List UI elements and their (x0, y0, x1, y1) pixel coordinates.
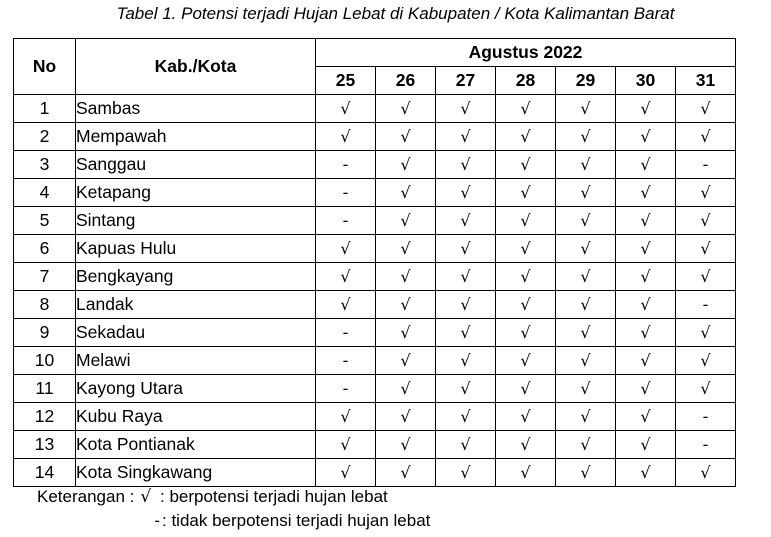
potential-mark: √ (496, 459, 556, 487)
rain-potential-table (13, 38, 736, 487)
potential-mark: √ (436, 347, 496, 375)
legend-dash-symbol: - (154, 511, 160, 530)
table-row (14, 375, 736, 403)
potential-mark: √ (616, 291, 676, 319)
row-number: 7 (14, 263, 76, 291)
potential-mark: √ (616, 319, 676, 347)
header-day: 25 (316, 67, 376, 95)
header-day: 28 (496, 67, 556, 95)
row-number: 10 (14, 347, 76, 375)
potential-mark: √ (556, 95, 616, 123)
potential-mark: √ (556, 207, 616, 235)
potential-mark: √ (496, 375, 556, 403)
potential-mark: √ (556, 263, 616, 291)
potential-mark: √ (676, 375, 736, 403)
table-row (14, 319, 736, 347)
potential-mark: √ (616, 375, 676, 403)
legend-check-symbol: √ (140, 487, 152, 507)
potential-mark: √ (316, 235, 376, 263)
potential-mark: √ (496, 95, 556, 123)
potential-mark: √ (436, 319, 496, 347)
potential-mark: √ (616, 431, 676, 459)
header-day: 29 (556, 67, 616, 95)
potential-mark: - (676, 431, 736, 459)
potential-mark: √ (616, 403, 676, 431)
potential-mark: √ (376, 235, 436, 263)
row-number: 9 (14, 319, 76, 347)
potential-mark: √ (556, 151, 616, 179)
potential-mark: √ (316, 263, 376, 291)
region-name: Bengkayang (76, 263, 316, 291)
potential-mark: √ (436, 207, 496, 235)
potential-mark: √ (316, 459, 376, 487)
header-day: 26 (376, 67, 436, 95)
legend-check-desc: : berpotensi terjadi hujan lebat (160, 487, 388, 506)
row-number: 3 (14, 151, 76, 179)
potential-mark: √ (676, 207, 736, 235)
potential-mark: √ (556, 459, 616, 487)
potential-mark: √ (376, 375, 436, 403)
potential-mark: √ (676, 123, 736, 151)
legend-title: Keterangan : (37, 487, 135, 506)
potential-mark: √ (676, 319, 736, 347)
potential-mark: √ (616, 207, 676, 235)
potential-mark: √ (676, 459, 736, 487)
region-name: Sambas (76, 95, 316, 123)
potential-mark: √ (496, 151, 556, 179)
potential-mark: √ (496, 291, 556, 319)
potential-mark: - (676, 403, 736, 431)
potential-mark: √ (616, 95, 676, 123)
header-no: No (14, 39, 76, 95)
header-day: 31 (676, 67, 736, 95)
potential-mark: √ (496, 403, 556, 431)
table-row (14, 263, 736, 291)
potential-mark: √ (376, 319, 436, 347)
potential-mark: √ (496, 431, 556, 459)
row-number: 4 (14, 179, 76, 207)
potential-mark: - (316, 151, 376, 179)
potential-mark: √ (376, 123, 436, 151)
region-name: Kapuas Hulu (76, 235, 316, 263)
potential-mark: √ (676, 347, 736, 375)
potential-mark: √ (616, 459, 676, 487)
potential-mark: √ (436, 179, 496, 207)
potential-mark: √ (436, 235, 496, 263)
potential-mark: - (316, 347, 376, 375)
region-name: Melawi (76, 347, 316, 375)
potential-mark: √ (316, 431, 376, 459)
potential-mark: √ (376, 431, 436, 459)
table-row (14, 151, 736, 179)
region-name: Landak (76, 291, 316, 319)
potential-mark: √ (376, 291, 436, 319)
header-month: Agustus 2022 (316, 39, 736, 67)
legend (37, 485, 430, 533)
legend-row-check (37, 485, 430, 509)
potential-mark: √ (496, 179, 556, 207)
potential-mark: √ (316, 291, 376, 319)
table-row (14, 403, 736, 431)
potential-mark: √ (616, 123, 676, 151)
row-number: 13 (14, 431, 76, 459)
potential-mark: √ (376, 403, 436, 431)
legend-dash-desc: : tidak berpotensi terjadi hujan lebat (162, 511, 431, 530)
potential-mark: √ (436, 151, 496, 179)
potential-mark: √ (436, 375, 496, 403)
potential-mark: √ (376, 179, 436, 207)
potential-mark: √ (496, 207, 556, 235)
row-number: 2 (14, 123, 76, 151)
potential-mark: √ (376, 95, 436, 123)
potential-mark: √ (496, 347, 556, 375)
potential-mark: √ (556, 431, 616, 459)
potential-mark: √ (556, 403, 616, 431)
potential-mark: √ (676, 235, 736, 263)
potential-mark: √ (316, 95, 376, 123)
potential-mark: √ (556, 123, 616, 151)
potential-mark: √ (556, 347, 616, 375)
region-name: Ketapang (76, 179, 316, 207)
potential-mark: √ (316, 123, 376, 151)
potential-mark: √ (616, 263, 676, 291)
potential-mark: - (316, 207, 376, 235)
row-number: 12 (14, 403, 76, 431)
potential-mark: √ (436, 95, 496, 123)
potential-mark: √ (616, 179, 676, 207)
table-row (14, 235, 736, 263)
potential-mark: √ (556, 179, 616, 207)
potential-mark: √ (556, 375, 616, 403)
row-number: 5 (14, 207, 76, 235)
header-day: 27 (436, 67, 496, 95)
potential-mark: √ (376, 151, 436, 179)
table-row (14, 459, 736, 487)
potential-mark: √ (496, 319, 556, 347)
potential-mark: √ (676, 95, 736, 123)
table-row (14, 347, 736, 375)
potential-mark: √ (376, 263, 436, 291)
potential-mark: √ (376, 207, 436, 235)
row-number: 14 (14, 459, 76, 487)
table-row (14, 291, 736, 319)
potential-mark: √ (436, 263, 496, 291)
header-kab-kota: Kab./Kota (76, 39, 316, 95)
table-row (14, 207, 736, 235)
potential-mark: √ (436, 123, 496, 151)
potential-mark: - (676, 151, 736, 179)
potential-mark: √ (616, 347, 676, 375)
region-name: Kota Pontianak (76, 431, 316, 459)
potential-mark: √ (676, 263, 736, 291)
table-row (14, 179, 736, 207)
table-body (14, 95, 736, 487)
potential-mark: √ (376, 347, 436, 375)
potential-mark: - (676, 291, 736, 319)
row-number: 1 (14, 95, 76, 123)
potential-mark: √ (496, 235, 556, 263)
region-name: Kubu Raya (76, 403, 316, 431)
row-number: 8 (14, 291, 76, 319)
table-row (14, 431, 736, 459)
potential-mark: √ (556, 235, 616, 263)
potential-mark: √ (616, 151, 676, 179)
potential-mark: √ (436, 403, 496, 431)
potential-mark: √ (436, 459, 496, 487)
legend-row-dash (37, 509, 430, 533)
table-row (14, 123, 736, 151)
table-row (14, 95, 736, 123)
region-name: Sekadau (76, 319, 316, 347)
region-name: Kota Singkawang (76, 459, 316, 487)
potential-mark: √ (496, 123, 556, 151)
region-name: Kayong Utara (76, 375, 316, 403)
potential-mark: √ (436, 291, 496, 319)
row-number: 6 (14, 235, 76, 263)
potential-mark: √ (496, 263, 556, 291)
potential-mark: √ (316, 403, 376, 431)
potential-mark: √ (676, 179, 736, 207)
region-name: Sanggau (76, 151, 316, 179)
row-number: 11 (14, 375, 76, 403)
potential-mark: √ (616, 235, 676, 263)
potential-mark: √ (436, 431, 496, 459)
potential-mark: - (316, 319, 376, 347)
potential-mark: √ (556, 291, 616, 319)
potential-mark: √ (376, 459, 436, 487)
region-name: Sintang (76, 207, 316, 235)
table-caption: Tabel 1. Potensi terjadi Hujan Lebat di Kabupaten / Kota Kalimantan Barat (116, 4, 675, 23)
potential-mark: √ (556, 319, 616, 347)
potential-mark: - (316, 179, 376, 207)
potential-mark: - (316, 375, 376, 403)
region-name: Mempawah (76, 123, 316, 151)
header-day: 30 (616, 67, 676, 95)
legend-key-check (37, 485, 160, 509)
